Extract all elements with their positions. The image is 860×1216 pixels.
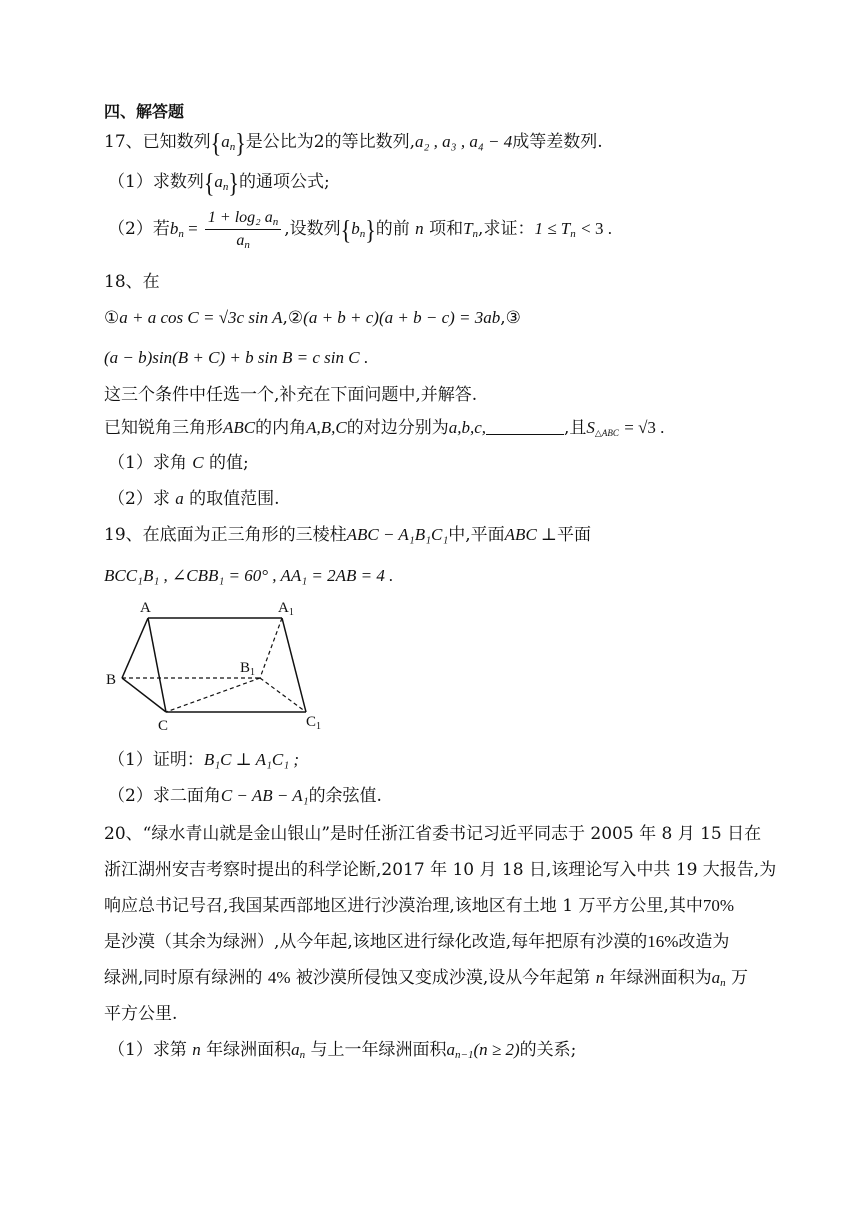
q19-part1-a: （1）证明： bbox=[108, 750, 204, 770]
q18-part1-b: 的值; bbox=[208, 453, 249, 473]
q18-area: S bbox=[586, 418, 595, 437]
label-C1-main: C bbox=[306, 714, 317, 730]
q17-seq-sub: n bbox=[229, 141, 236, 153]
q17-part2: （2）若$b_n$ = $\frac{1 + \log_2 a_n}{a_n}$ ,设数列$\{b_n\}$的前 n 项和$T_n$,求证：$1 \le T_n < 3$ . bbox=[108, 209, 612, 251]
q20-part1 bbox=[108, 1038, 576, 1062]
q17-frac-num-sub: n bbox=[272, 216, 279, 228]
q18-cond3-math: (a − b)sin(B + C) + b sin B = c sin C bbox=[104, 348, 360, 367]
q17-fraction bbox=[205, 207, 281, 252]
label-C1-sub: 1 bbox=[316, 721, 322, 732]
label-B1-main: B bbox=[240, 660, 251, 676]
q18-stem-text: 在 bbox=[142, 272, 160, 292]
q18-part1 bbox=[108, 451, 249, 475]
q17-part1: （1）求数列$\{a_n\}$的通项公式; bbox=[108, 166, 330, 198]
q20-line1 bbox=[104, 822, 761, 846]
q18-part2-b: 的取值范围. bbox=[189, 489, 280, 509]
q20-part1-cond: (n ≥ 2) bbox=[473, 1040, 520, 1059]
q17-part2-d: 项和 bbox=[429, 219, 464, 239]
q20-l4-b: 改造为 bbox=[678, 932, 730, 952]
q19-stem-c: 平面 bbox=[557, 525, 592, 545]
label-C1 bbox=[306, 714, 321, 732]
q17-part2-b-sym: b bbox=[351, 219, 360, 238]
q18-fill-blank[interactable] bbox=[486, 418, 564, 435]
q17-stem-a: 已知数列 bbox=[142, 132, 211, 152]
q18-conditions bbox=[104, 306, 521, 330]
prism-figure bbox=[100, 596, 340, 736]
q20-part1-d: 的关系; bbox=[519, 1040, 577, 1060]
q17-part2-b-sub: n bbox=[359, 228, 366, 240]
q17-b-sub: n bbox=[178, 228, 184, 240]
q17-ineq: 1 ≤ T bbox=[534, 219, 571, 238]
q20-l4-pct: 16% bbox=[647, 932, 679, 951]
q18-cond1: ① bbox=[104, 308, 120, 328]
q17-stem-c: 成等差数列. bbox=[512, 132, 603, 152]
q17-ineq-sub: n bbox=[570, 228, 576, 240]
q19-stem-math2: ABC ⊥ bbox=[504, 525, 558, 544]
label-B: B bbox=[106, 672, 117, 688]
q20-l5-a: 绿洲,同时原有绿洲的 bbox=[104, 968, 263, 988]
edge-A1-B1 bbox=[260, 618, 282, 678]
q18-area-val: = √3 . bbox=[624, 418, 665, 437]
q17-terms: a₂ , a₃ , a₄ − 4 bbox=[415, 132, 513, 151]
q20-l3-pct: 70% bbox=[702, 896, 735, 915]
q19-stem bbox=[104, 523, 591, 547]
q20-l5-c: 年绿洲面积为 bbox=[609, 968, 712, 988]
label-C: C bbox=[158, 718, 169, 734]
q18-cond2-math: (a + b + c)(a + b − c) = 3ab bbox=[303, 308, 501, 327]
q18-area-sub: △ABC bbox=[594, 428, 619, 438]
label-A: A bbox=[140, 600, 151, 616]
edge-B-C bbox=[122, 678, 166, 712]
q20-part1-c: 与上一年绿洲面积 bbox=[310, 1040, 447, 1060]
q18-line4-a: 已知锐角三角形 bbox=[104, 418, 223, 438]
q18-sides: a,b,c, bbox=[448, 418, 487, 437]
q18-angles: A,B,C bbox=[306, 418, 347, 437]
q17-part1-a: （1）求数列 bbox=[108, 172, 204, 192]
q17-part2-n: n bbox=[415, 219, 424, 238]
q18-cond3: ,③ bbox=[500, 308, 521, 328]
q17-part1-b: 的通项公式; bbox=[238, 172, 330, 192]
q18-line4-c: 的对边分别为 bbox=[346, 418, 449, 438]
q17-part2-b: ,设数列 bbox=[284, 219, 341, 239]
q19-number: 19、 bbox=[104, 525, 143, 545]
q19-part1-math: B₁C ⊥ A₁C₁ ; bbox=[203, 750, 300, 769]
q17-part1-seq-sub: n bbox=[222, 181, 229, 193]
q19-line2 bbox=[104, 564, 393, 588]
q20-l5-b: 被沙漠所侵蚀又变成沙漠,设从今年起第 bbox=[295, 968, 591, 988]
q18-condition3: (a − b)sin(B + C) + b sin B = c sin C . bbox=[104, 348, 369, 367]
q18-part2 bbox=[108, 487, 280, 511]
q20-part1-an-sub: n bbox=[299, 1049, 306, 1061]
edge-B1-C bbox=[166, 678, 260, 712]
q19-line2-math: BCC₁B₁ , ∠CBB₁ = 60° , AA₁ = 2AB = 4 . bbox=[104, 566, 394, 585]
q20-number: 20、 bbox=[104, 824, 143, 844]
q20-line2: 浙江湖州安吉考察时提出的科学论断,2017 年 10 月 18 日,该理论写入中共 19 大报告,为 bbox=[104, 860, 777, 880]
q20-l5-d: 万 bbox=[731, 968, 749, 988]
q18-part1-var: C bbox=[192, 453, 204, 472]
q17-part2-e: ,求证： bbox=[478, 219, 535, 239]
q20-line4 bbox=[104, 930, 729, 954]
q18-line4-b: 的内角 bbox=[255, 418, 307, 438]
q20-line3 bbox=[104, 894, 734, 918]
q20-part1-n: n bbox=[192, 1040, 201, 1059]
q18-cond1-math: a + a cos C = √3c sin A bbox=[119, 308, 283, 327]
label-B1 bbox=[240, 660, 255, 678]
q17-ineq-end: < 3 . bbox=[581, 219, 612, 238]
q19-part2 bbox=[108, 784, 382, 808]
q20-part1-a: （1）求第 bbox=[108, 1040, 187, 1060]
q20-l3-a: 响应总书记号召,我国某西部地区进行沙漠治理,该地区有土地 1 万平方公里,其中 bbox=[104, 896, 703, 916]
edge-A-C bbox=[148, 618, 166, 712]
q18-part2-var: a bbox=[175, 489, 184, 508]
label-A1-sub: 1 bbox=[288, 607, 294, 618]
q19-stem-b: 中,平面 bbox=[448, 525, 505, 545]
q19-stem-math: ABC − A₁B₁C₁ bbox=[346, 525, 449, 544]
q19-part1 bbox=[108, 748, 299, 772]
label-B1-sub: 1 bbox=[250, 667, 256, 678]
q17-T-sub: n bbox=[472, 228, 479, 240]
q17-b: b bbox=[169, 219, 179, 238]
q19-part2-b: 的余弦值. bbox=[308, 786, 382, 806]
q17-frac-num: 1 + log₂ a bbox=[207, 209, 273, 226]
q19-part2-math: C − AB − A₁ bbox=[220, 786, 309, 805]
label-A1-main: A bbox=[278, 600, 289, 616]
q19-stem-a: 在底面为正三角形的三棱柱 bbox=[142, 525, 347, 545]
q20-l5-n: n bbox=[595, 968, 605, 987]
q17-part2-c: 的前 bbox=[375, 219, 410, 239]
q20-l5-a-sub: n bbox=[720, 977, 726, 989]
q20-part1-an1: a bbox=[446, 1040, 456, 1059]
q20-part1-an: a bbox=[291, 1040, 300, 1059]
q17-stem: 17、已知数列$\{a_n\}$是公比为2的等比数列,a₂ , a₃ , a₄ − 4成等差数列. bbox=[104, 126, 603, 158]
q20-l5-pct: 4% bbox=[267, 968, 291, 987]
q20-part1-an1-sub: n−1 bbox=[455, 1049, 474, 1061]
q17-T: T bbox=[463, 219, 473, 238]
q17-seq: a bbox=[221, 132, 230, 151]
q18-number: 18、 bbox=[104, 272, 143, 292]
q20-part1-b: 年绿洲面积 bbox=[206, 1040, 292, 1060]
q20-l4-a: 是沙漠（其余为绿洲）,从今年起,该地区进行绿化改造,每年把原有沙漠的 bbox=[104, 932, 648, 952]
q18-line4 bbox=[104, 416, 664, 440]
q17-part1-seq: a bbox=[214, 172, 223, 191]
q17-frac-den: a bbox=[236, 232, 245, 249]
q20-line5 bbox=[104, 966, 748, 990]
q17-number: 17、 bbox=[104, 132, 143, 152]
q17-frac-den-sub: n bbox=[244, 239, 250, 251]
q18-part2-a: （2）求 bbox=[108, 489, 170, 509]
q17-part2-a: （2）若 bbox=[108, 219, 170, 239]
q20-line6: 平方公里. bbox=[104, 1004, 178, 1024]
q20-l1: “绿水青山就是金山银山”是时任浙江省委书记习近平同志于 2005 年 8 月 15 日在 bbox=[142, 824, 762, 844]
edge-A1-C1 bbox=[282, 618, 306, 712]
q19-part2-a: （2）求二面角 bbox=[108, 786, 221, 806]
q18-stem bbox=[104, 270, 160, 294]
q18-cond2: ,② bbox=[282, 308, 304, 328]
label-A1 bbox=[278, 600, 294, 618]
edge-A-B bbox=[122, 618, 148, 678]
q18-abc: ABC bbox=[223, 418, 256, 437]
q17-stem-b: 是公比为2的等比数列, bbox=[245, 132, 415, 152]
q18-line4-d: ,且 bbox=[564, 418, 587, 438]
q20-l5-a-sym: a bbox=[711, 968, 721, 987]
q18-line3: 这三个条件中任选一个,补充在下面问题中,并解答. bbox=[104, 385, 478, 405]
q18-part1-a: （1）求角 bbox=[108, 453, 187, 473]
section-title: 四、解答题 bbox=[104, 102, 185, 121]
